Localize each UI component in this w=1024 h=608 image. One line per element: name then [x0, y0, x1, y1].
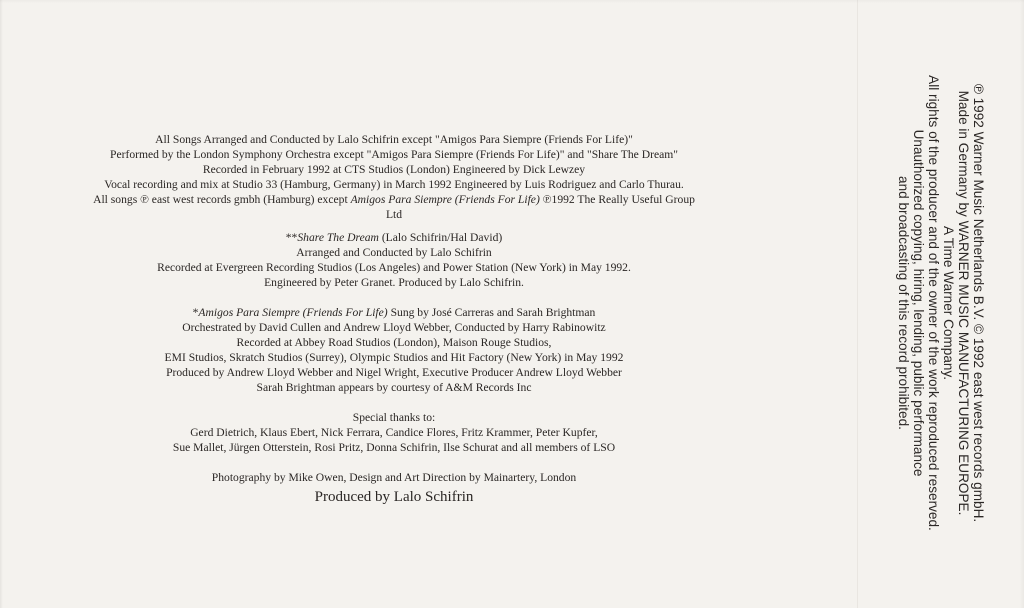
rights-line-made-in: Made in Germany by WARNER MUSIC MANUFACTURING EUROPE.	[956, 90, 971, 516]
share-dream-engineered: Engineered by Peter Granet. Produced by Lalo Schifrin.	[264, 276, 524, 289]
amigos-produced: Produced by Andrew Lloyd Webber and Nigel Wright, Executive Producer Andrew Lloyd Webber	[166, 366, 622, 379]
credit-songs-end: Ltd	[385, 208, 403, 221]
amigos-courtesy: Sarah Brightman appears by courtesy of A&M Records Inc	[256, 381, 532, 394]
thanks-line-1: Gerd Dietrich, Klaus Ebert, Nick Ferrara, Candice Flores, Fritz Krammer, Peter Kupfer,	[190, 426, 598, 439]
share-dream-arranged: Arranged and Conducted by Lalo Schifrin	[296, 246, 492, 259]
amigos-recorded-2: EMI Studios, Skratch Studios (Surrey), Olympic Studios and Hit Factory (New York) in May 1992	[164, 351, 624, 364]
credit-songs-suffix: ℗1992 The Really Useful Group	[539, 193, 695, 206]
rights-line-broadcasting: and broadcasting of this record prohibited.	[896, 176, 911, 430]
produced-by: Produced by Lalo Schifrin	[314, 489, 474, 505]
share-dream-prefix: **	[285, 231, 298, 244]
photography-credit: Photography by Mike Owen, Design and Art Direction by Mainartery, London	[211, 471, 577, 484]
rights-panel	[870, 18, 986, 588]
rights-line-reserved: All rights of the producer and of the owner of the work reproduced reserved.	[926, 75, 941, 531]
thanks-line-2: Sue Mallet, Jürgen Otterstein, Rosi Pritz, Donna Schifrin, Ilse Schurat and all members of LSO	[172, 441, 616, 454]
rights-line-copyright: ℗ 1992 Warner Music Netherlands B.V. © 1992 east west records gmbH.	[971, 83, 986, 523]
thanks-heading: Special thanks to:	[352, 411, 436, 424]
amigos-title-line	[24, 305, 764, 320]
credit-vocal: Vocal recording and mix at Studio 33 (Hamburg, Germany) in March 1992 Engineered by Luis Rodriguez and Carlo Thurau.	[104, 178, 684, 191]
share-dream-title: Share The Dream	[297, 231, 379, 244]
rights-line-unauthorized: Unauthorized copying, hiring, lending, public performance	[911, 129, 926, 477]
credit-performed: Performed by the London Symphony Orchestra except "Amigos Para Siempre (Friends For Life)" and "Share The Dream"	[110, 148, 678, 161]
credits-block	[24, 132, 764, 507]
rights-text	[870, 18, 986, 588]
amigos-sung: Sung by José Carreras and Sarah Brightman	[387, 306, 596, 319]
credit-songs-italic: Amigos Para Siempre (Friends For Life)	[350, 193, 540, 206]
fold-line	[857, 0, 858, 608]
credit-recorded: Recorded in February 1992 at CTS Studios (London) Engineered by Dick Lewzey	[202, 163, 586, 176]
share-dream-writers: (Lalo Schifrin/Hal David)	[378, 231, 503, 244]
credit-arranged: All Songs Arranged and Conducted by Lalo Schifrin except "Amigos Para Siempre (Friends For Life)"	[155, 133, 633, 146]
credit-songs	[24, 192, 764, 207]
share-dream-recorded: Recorded at Evergreen Recording Studios (Los Angeles) and Power Station (New York) in May 1992.	[157, 261, 631, 274]
rights-line-company: A Time Warner Company.	[941, 225, 956, 381]
amigos-title: Amigos Para Siempre (Friends For Life)	[198, 306, 388, 319]
amigos-prefix: *	[192, 306, 199, 319]
amigos-orchestrated: Orchestrated by David Cullen and Andrew Lloyd Webber, Conducted by Harry Rabinowitz	[182, 321, 606, 334]
credit-songs-prefix: All songs ℗ east west records gmbh (Hamburg) except	[93, 193, 351, 206]
share-dream-title-line	[24, 230, 764, 245]
amigos-recorded-1: Recorded at Abbey Road Studios (London), Maison Rouge Studios,	[236, 336, 552, 349]
